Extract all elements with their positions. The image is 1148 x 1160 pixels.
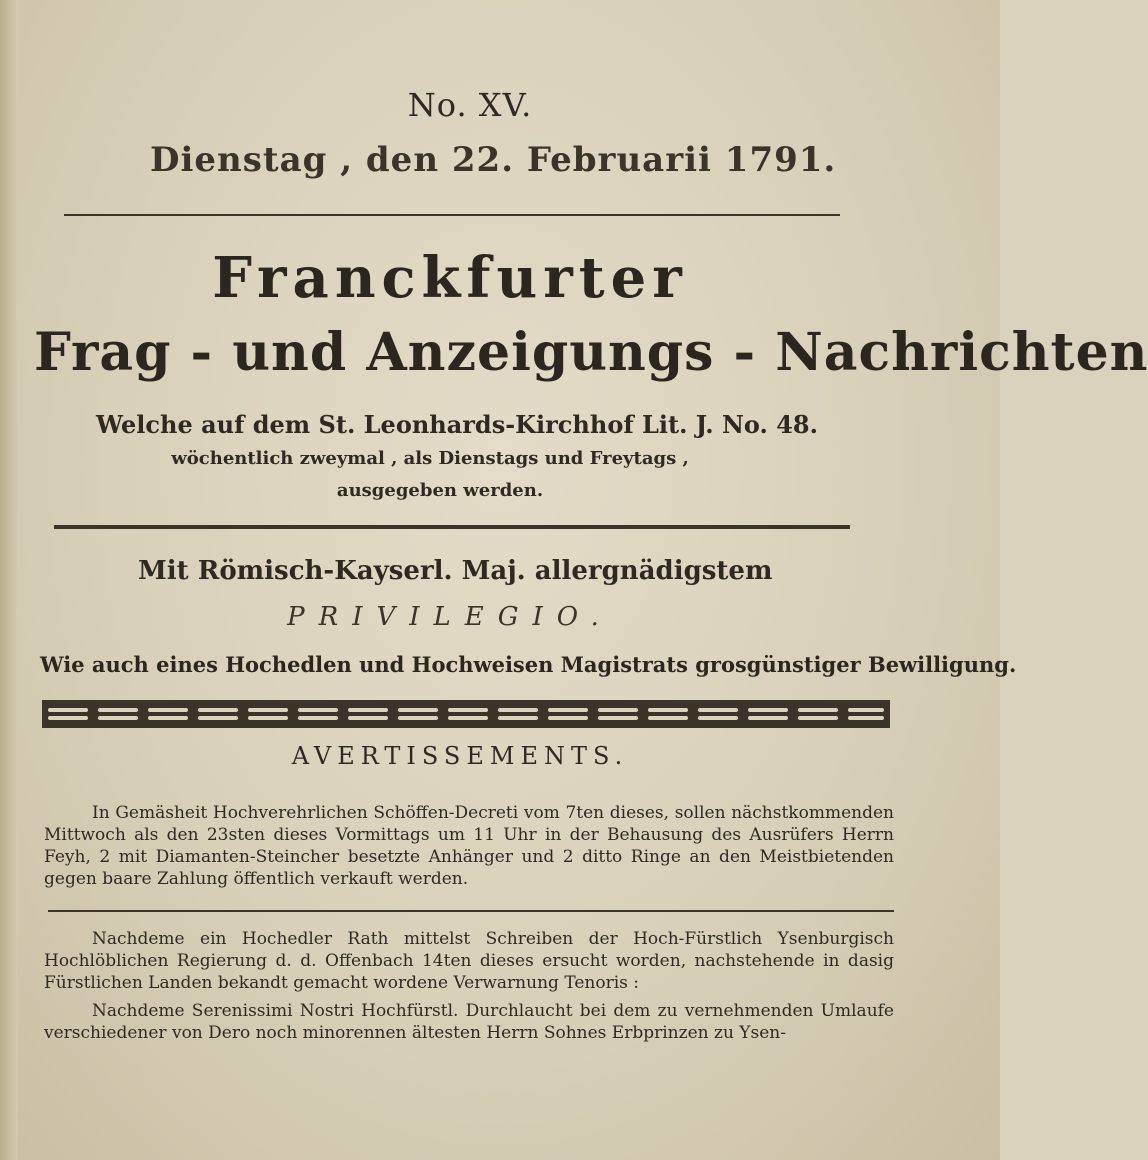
divider-masthead xyxy=(54,525,850,529)
issue-date: Dienstag , den 22. Februarii 1791. xyxy=(150,140,837,180)
masthead-subtitle: Frag - und Anzeigungs - Nachrichten xyxy=(34,322,1148,383)
notice-council-para2: Nachdeme Serenissimi Nostri Hochfürstl. Durchlaucht bei dem zu vernehmenden Umlaufe verschiedener von Dero noch minorennen ältesten Herrn Sohnes Erbprinzen zu Ysen- xyxy=(44,1001,894,1043)
masthead-title: Franckfurter xyxy=(212,245,688,311)
publication-issued: ausgegeben werden. xyxy=(336,480,544,501)
section-title: AVERTISSEMENTS. xyxy=(291,742,629,770)
notice-auction: In Gemäsheit Hochverehrlichen Schöffen-Decreti vom 7ten dieses, sollen nächstkommenden Mittwoch als den 23sten dieses Vormittags um 11 Uhr in der Behausung des Ausrüfers Herrn Feyh, 2 mit Diamanten-Steincher besetzte Anhänger und 2 ditto Ringe an den Meistbietenden gegen baare Zahlung öffentlich verkauft werden. xyxy=(44,803,894,889)
publication-frequency: wöchentlich zweymal , als Dienstags und Freytags , xyxy=(171,448,689,469)
publisher-address: Welche auf dem St. Leonhards-Kirchhof Lit. J. No. 48. xyxy=(96,410,818,439)
divider-top xyxy=(64,214,840,216)
issue-number: No. XV. xyxy=(407,86,533,124)
divider-notices xyxy=(48,910,894,912)
privilege-line: Mit Römisch-Kayserl. Maj. allergnädigstem xyxy=(138,556,773,586)
page-spine xyxy=(0,0,18,1160)
privilege-title: PRIVILEGIO. xyxy=(287,602,613,632)
ornamental-border xyxy=(42,700,890,728)
notice-council-para1: Nachdeme ein Hochedler Rath mittelst Schreiben der Hoch-Fürstlich Ysenburgisch Hochlöblichen Regierung d. d. Offenbach 14ten dieses ersucht worden, nachstehende in dasig Fürstlichen Landen bekandt gemacht wordene Verwarnung Tenoris : xyxy=(44,929,894,993)
magistrate-approval: Wie auch eines Hochedlen und Hochweisen Magistrats grosgünstiger Bewilligung. xyxy=(40,652,1017,677)
